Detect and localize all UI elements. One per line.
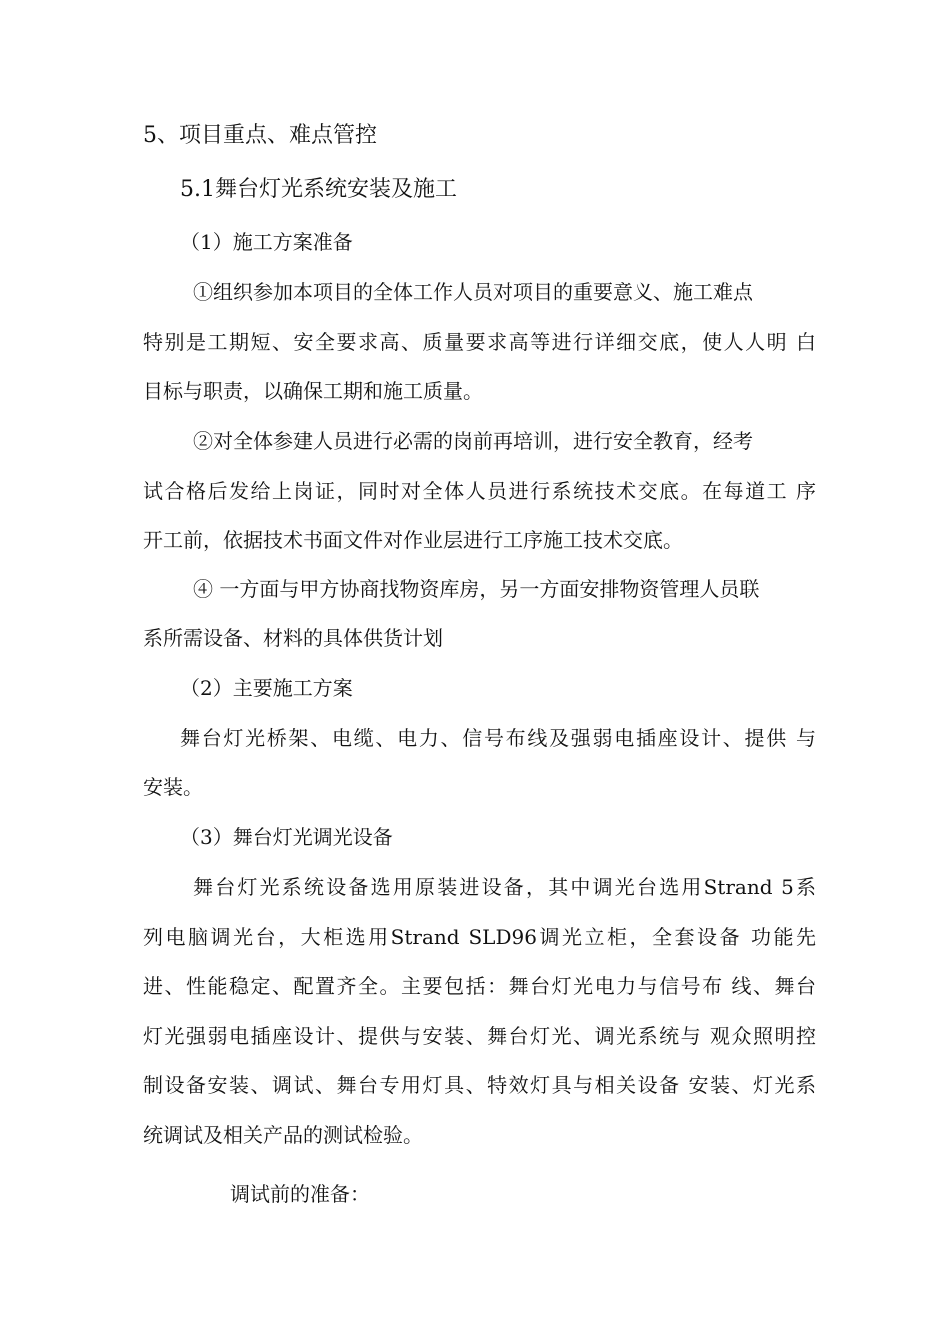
section3-title: （3）舞台灯光调光设备 [180, 825, 393, 849]
section1-item1-line1: ①组织参加本项目的全体工作人员对项目的重要意义、施工难点 [193, 280, 753, 304]
section2-body-line1: 舞台灯光桥架、电缆、电力、信号布线及强弱电插座设计、提供 与 [180, 726, 816, 750]
section1-item2-line3: 开工前，依据技术书面文件对作业层进行工序施工技术交底。 [143, 528, 683, 552]
prep-title: 调试前的准备： [230, 1182, 370, 1206]
section3-body-line5: 制设备安装、调试、舞台专用灯具、特效灯具与相关设备 安装、灯光系 [143, 1073, 816, 1097]
section3-body-line6: 统调试及相关产品的测试检验。 [143, 1123, 423, 1147]
section1-item2-line2: 试合格后发给上岗证，同时对全体人员进行系统技术交底。在每道工 序 [143, 479, 816, 503]
section3-body-line3: 进、性能稳定、配置齐全。主要包括：舞台灯光电力与信号布 线、舞台 [143, 974, 816, 998]
section1-item1-line2: 特别是工期短、安全要求高、质量要求高等进行详细交底，使人人明 白 [143, 330, 816, 354]
section2-body-line2: 安装。 [143, 775, 203, 799]
section2-title: （2）主要施工方案 [180, 676, 353, 700]
section1-item2-line1: ②对全体参建人员进行必需的岗前再培训，进行安全教育，经考 [193, 429, 753, 453]
section3-body-line4: 灯光强弱电插座设计、提供与安装、舞台灯光、调光系统与 观众照明控 [143, 1024, 816, 1048]
heading-sub: 5.1舞台灯光系统安装及施工 [180, 177, 457, 202]
section1-item1-line3: 目标与职责，以确保工期和施工质量。 [143, 379, 483, 403]
section1-title: （1）施工方案准备 [180, 230, 353, 254]
section3-body-line2: 列电脑调光台，大柜选用Strand SLD96调光立柜，全套设备 功能先 [143, 925, 816, 949]
section3-body-line1: 舞台灯光系统设备选用原装进设备，其中调光台选用Strand 5系 [193, 875, 816, 899]
section1-item3-line2: 系所需设备、材料的具体供货计划 [143, 626, 443, 650]
heading-main: 5、项目重点、难点管控 [143, 123, 377, 148]
section1-item3-line1: ④ 一方面与甲方协商找物资库房，另一方面安排物资管理人员联 [193, 577, 760, 601]
